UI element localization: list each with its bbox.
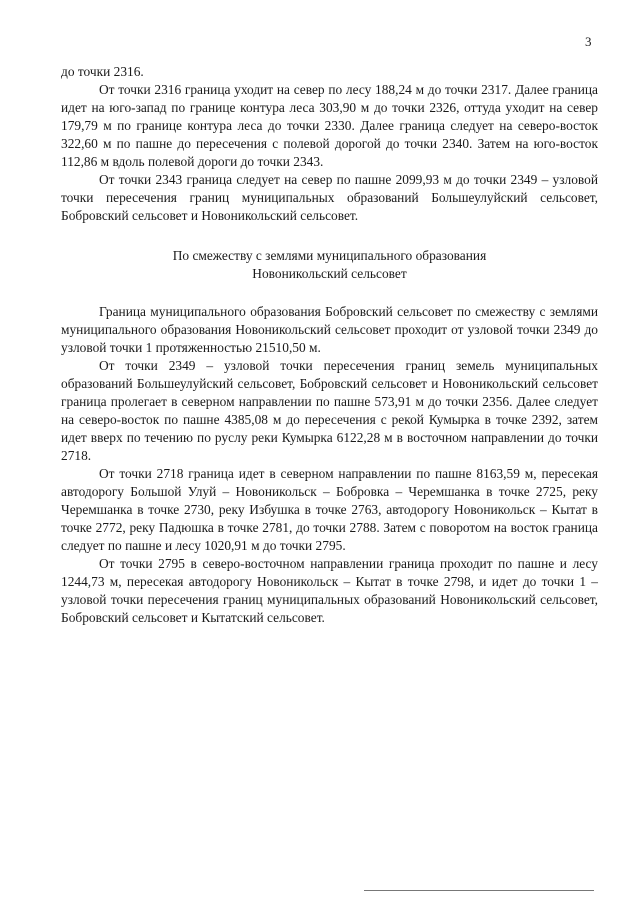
paragraph: Граница муниципального образования Бобровский сельсовет по смежеству с землями муниципального образования Новоникольский сельсовет проходит от узловой точки 2349 до узловой точки 1 протяженностью 21510,50 м. [61,304,598,355]
paragraph: От точки 2343 граница следует на север по пашне 2099,93 м до точки 2349 – узловой точки пересечения границ муниципальных образований Большеулуйский сельсовет, Бобровский сельсовет и Новоникольский сельсовет. [61,172,598,223]
section-heading-line2: Новоникольский сельсовет [252,266,407,281]
paragraph: От точки 2718 граница идет в северном направлении по пашне 8163,59 м, пересекая автодорогу Большой Улуй – Новоникольск – Бобровка – Черемшанка в точке 2725, реку Черемшанка в точке 2730, реку Избушка в точке 2763, автодорогу Новоникольск – Кытат в точке 2772, реку Падюшка в точке 2781, до точки 2788. Затем с поворотом на восток граница следует по пашне и лесу 1020,91 м до точки 2795. [61,466,598,553]
footer-rule [364,890,594,891]
document-body [61,63,598,627]
paragraph: до точки 2316. [61,64,144,79]
section-heading [61,247,598,283]
page-number: 3 [585,34,592,49]
paragraph: От точки 2316 граница уходит на север по лесу 188,24 м до точки 2317. Далее граница идет на юго-запад по границе контура леса 303,90 м до точки 2326, оттуда уходит на север 179,79 м по границе контура леса до точки 2330. Далее граница следует на северо-восток 322,60 м по пашне до пересечения с полевой дорогой до точки 2340. Затем на юго-восток 112,86 м вдоль полевой дороги до точки 2343. [61,82,598,169]
paragraph: От точки 2795 в северо-восточном направлении граница проходит по пашне и лесу 1244,73 м, пересекая автодорогу Новоникольск – Кытат в точке 2798, и идет до точки 1 – узловой точки пересечения границ муниципальных образований Новоникольский сельсовет, Бобровский сельсовет и Кытатский сельсовет. [61,556,598,625]
paragraph: От точки 2349 – узловой точки пересечения границ земель муниципальных образований Большеулуйский сельсовет, Бобровский сельсовет и Новоникольский сельсовет граница пролегает в северном направлении по пашне 573,91 м до точки 2356. Далее следует на северо-восток по пашне 4385,08 м до пересечения с рекой Кумырка в точке 2392, затем идет вверх по течению по руслу реки Кумырка 6122,28 м в восточном направлении до точки 2718. [61,358,598,463]
section-heading-line1: По смежеству с землями муниципального образования [172,248,487,263]
